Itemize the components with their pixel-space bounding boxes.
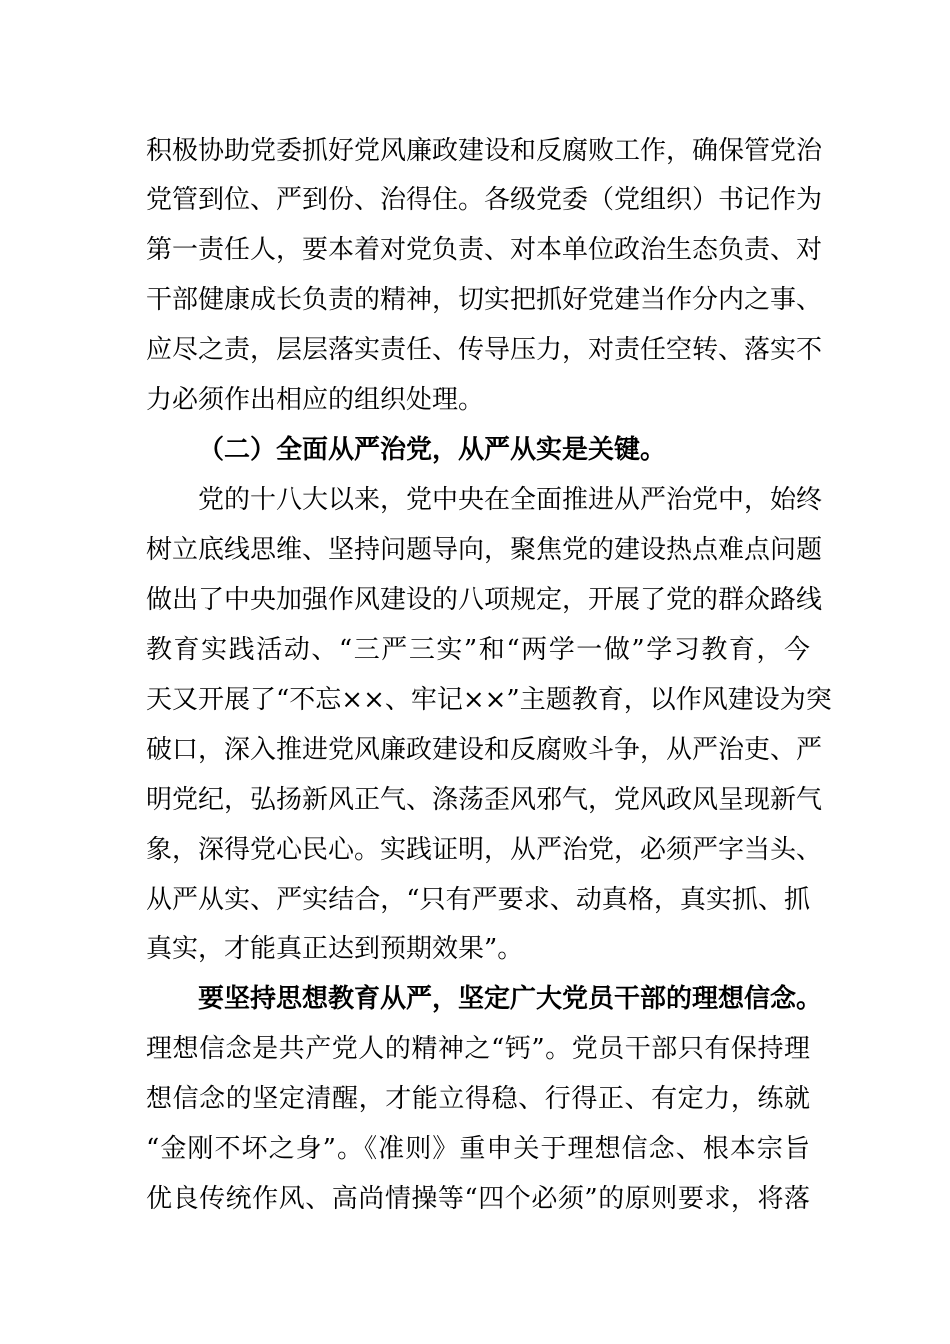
paragraph-line: 第一责任人，要本着对党负责、对本单位政治生态负责、对 (146, 235, 823, 265)
paragraph-line: 干部健康成长负责的精神，切实把抓好党建当作分内之事、 (146, 285, 823, 315)
paragraph-line: 党的十八大以来，党中央在全面推进从严治党中，始终 (198, 485, 823, 515)
paragraph-line: 理想信念是共产党人的精神之“钙”。党员干部只有保持理 (146, 1034, 810, 1064)
paragraph-line: “金刚不坏之身”。《准则》重申关于理想信念、根本宗旨 (146, 1134, 810, 1164)
paragraph-line: 想信念的坚定清醒，才能立得稳、行得正、有定力，练就 (146, 1084, 810, 1114)
paragraph-line: 优良传统作风、高尚情操等“四个必须”的原则要求，将落 (146, 1184, 810, 1214)
paragraph-line: 破口，深入推进党风廉政建设和反腐败斗争，从严治吏、严 (146, 735, 823, 765)
paragraph-line: 党管到位、严到份、治得住。各级党委（党组织）书记作为 (146, 185, 823, 215)
paragraph-line: 力必须作出相应的组织处理。 (146, 385, 485, 415)
paragraph-line: 树立底线思维、坚持问题导向，聚焦党的建设热点难点问题 (146, 535, 823, 565)
paragraph-lead-sentence: 要坚持思想教育从严，坚定广大党员干部的理想信念。 (198, 984, 823, 1014)
paragraph-line: 教育实践活动、“三严三实”和“两学一做”学习教育，今 (146, 635, 810, 665)
paragraph-line: 真实，才能真正达到预期效果”。 (146, 934, 524, 964)
paragraph-line: 象，深得党心民心。实践证明，从严治党，必须严字当头、 (146, 835, 823, 865)
paragraph-line: 从严从实、严实结合，“只有严要求、动真格，真实抓、抓 (146, 885, 810, 915)
paragraph-line: 明党纪，弘扬新风正气、涤荡歪风邪气，党风政风呈现新气 (146, 785, 823, 815)
paragraph-line: 做出了中央加强作风建设的八项规定，开展了党的群众路线 (146, 585, 823, 615)
paragraph-line: 天又开展了“不忘××、牢记××”主题教育，以作风建设为突 (146, 685, 832, 715)
section-heading: （二）全面从严治党，从严从实是关键。 (198, 435, 667, 465)
paragraph-line: 积极协助党委抓好党风廉政建设和反腐败工作，确保管党治 (146, 136, 823, 166)
paragraph-line: 应尽之责，层层落实责任、传导压力，对责任空转、落实不 (146, 335, 823, 365)
